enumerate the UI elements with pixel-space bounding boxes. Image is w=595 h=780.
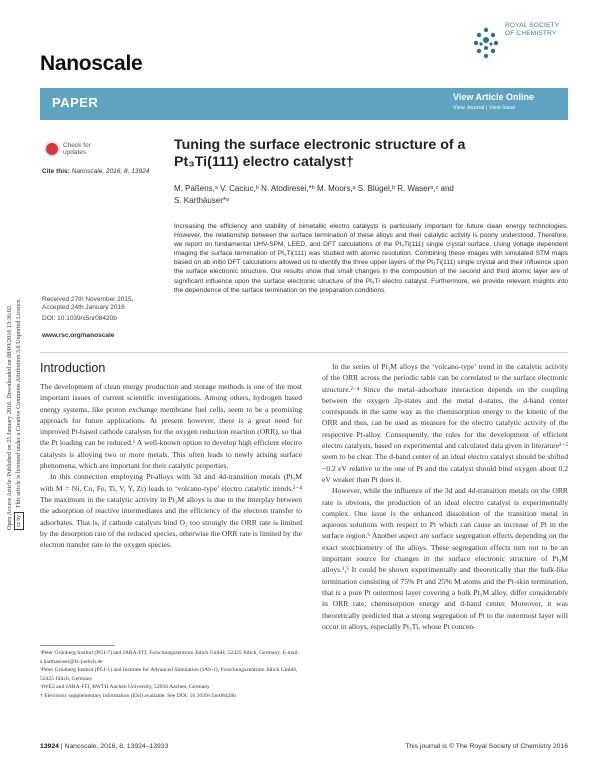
author-list: M. Paßens,ᵃ V. Caciuc,ᵇ N. Atodiresei,*ᵇ M. Moors,ᵃ S. Blügel,ᵇ R. Waserᵃ,ᶜ and S. Karthäuser*ᵃ [174, 184, 454, 205]
article-title: Tuning the surface electronic structure of a Pt₃Ti(111) electro catalyst† [174, 137, 466, 170]
article-history [42, 296, 133, 324]
footnote-rule [40, 645, 115, 646]
footnote-affiliation-b: ᵇPeter Grünberg Institut (PGI-1) and Institute for Advanced Simulation (IAS-1), Forschungszentrum Jülich GmbH, 52425 Jülich, Germany [40, 667, 298, 682]
paragraph: However, while the influence of the 3d and 4d-transition metals on the ORR rate is obvious, the production of an ideal electro catalyst is experimentally complex. One issue is the enhanced dissolution of the transition metal in aqueous solutions with respect to Pt which can cause an increase of Pt in the surface region.⁶ Another aspect are surface segregation effects depending on the exact stoichiometry of the alloys. These segregation effects turn out to be an important source for changes in the surface electronic structure of Pt₃M alloys.³,⁵ It could be shown experimentally and theoretically that the bulk-like termination consisting of 75% Pt and 25% M atoms and the Pt-skin termination, that is a pure Pt outermost layer covering a bulk Pt₃M alloy, differ considerably in ORR rate, chemisorption energy and d-band center. Moreover, it was theoretically predicted that a strong segregation of Pt to the outermost layer will occur in alloys, especially Pt₃Ti, whose Pt concen- [322, 486, 568, 631]
cc-badge-icon[interactable]: cc by [14, 512, 24, 530]
body-column-right [322, 361, 568, 632]
license-sidebar [6, 120, 24, 530]
footnotes [40, 649, 302, 700]
section-divider [40, 352, 568, 353]
cite-value: Nanoscale, 2016, 8, 13924 [71, 168, 150, 175]
section-heading: Introduction [40, 361, 106, 375]
crossmark-icon[interactable] [44, 141, 60, 157]
abstract: Increasing the efficiency and stability of bimetallic electro catalysts is particularly important for future clean energy technologies. However, the relationship between the surface termination of these alloys and their catalytic activity is poorly understood. Therefore, we report on fundamental UHV-SPM, LEED, and DFT calculations of the Pt₃Ti(111) single crystal surface. Using voltage dependent imaging the surface termination of Pt₃Ti(111) was studied with atomic resolution. Combining these images with simulated STM maps based on ab initio DFT calculations allowed us to identify the three upper layers of the Pt₃Ti(111) single crystal and their influence upon the surface electronic structure. Our results show that small changes in the composition of the second and third atomic layer are of significant influence upon the surface electronic structure of the Pt₃Ti electro catalyst. Furthermore, we provide relevant insights into the dependence of the surface termination on the preparation conditions. [174, 223, 568, 294]
journal-reference: Nanoscale, 2016, 8, 13924–13933 [64, 743, 169, 750]
footnote-affiliation-c: ᶜIWE2 and JARA-FIT, RWTH Aachen University, 52056 Aachen, Germany [40, 684, 210, 690]
footnote-affiliation-a: ᵃPeter Grünberg Institut (PGI-7) and JARA-FIT, Forschungszentrum Jülich GmbH, 52425 Jülich, Germany. E-mail: s.karthaeuser@fz-juelich.de [40, 650, 300, 665]
license-line-2[interactable]: This article is licensed under a Creative Commons Attribution 3.0 Unported Licence. [15, 297, 22, 509]
journal-name: Nanoscale [40, 52, 143, 75]
doi[interactable]: DOI: 10.1039/c5nr08420b [42, 315, 117, 323]
accepted-date: Accepted 24th January 2016 [42, 304, 125, 312]
page-footer-right: This journal is © The Royal Society of Chemistry 2016 [405, 743, 568, 750]
page-footer-left: 13924 | Nanoscale, 2016, 8, 13924–13933 [40, 743, 169, 750]
view-article-online-link[interactable]: View Article Online [453, 92, 535, 102]
view-journal-issue-link[interactable]: View Journal | View Issue [453, 105, 516, 111]
crossmark-label[interactable]: Check for updates [63, 142, 91, 156]
rsc-logo-text: ROYAL SOCIETY OF CHEMISTRY [505, 22, 560, 37]
received-date: Received 27th November 2015, [42, 296, 134, 303]
cite-label: Cite this: [42, 168, 70, 175]
footnote-esi: † Electronic supplementary information (ESI) available. See DOI: 10.1039/c5nr08420b [40, 692, 237, 699]
body-column-left [40, 381, 302, 550]
article-type-label: PAPER [52, 95, 99, 110]
page-number: 13924 [40, 743, 59, 750]
paragraph: The development of clean energy production and storage methods is one of the most important issues of current scientific investigations. Among others, hydrogen based energy systems, like proton exchange membrane fuel cells, seem to be a promising approach for future applications. At present however, there is a great need for improved Pt-based cathode catalysts for the oxygen reduction reaction (ORR), so that the Pt loading can be reduced.¹ A well-known option to develop high efficient electro catalysts is alloying two or more metals. This often leads to newly arising surface phenomena, which are important for their catalytic properties. [40, 382, 302, 471]
license-line-1: Open Access Article. Published on 25 January 2016. Downloaded on 08/09/2016 13:36:02. [6, 304, 13, 530]
citation [42, 168, 149, 175]
paragraph: In the series of Pt₃M alloys the ‘volcano-type’ trend in the catalytic activity of the ORR across the periodic table can be correlated to the surface electronic structure.²⁻⁴ Since the metal–adsorbate interaction depends on the coupling between the oxygen 2p-states and the metal d-states, the d-band center corresponds in the same way as the chemisorption energy to the kinetic of the ORR and thus, can be used as measure for the electro catalytic activity of the respective Pt-alloy. Consequently, the rules for the development of efficient electro catalysts, based on experimental and calculated data given in literature²⁻⁵ seem to be clear. The d-band center of an ideal electro catalyst should be shifted −0.2 eV relative to the one of Pt and the catalyst should bind oxygen about 0.2 eV weaker than Pt does it. [322, 362, 568, 484]
paragraph: In this connection employing Pt-alloys with 3d and 4d-transition metals (Pt₃M with M = Ni, Co, Fe, Ti, V, Y, Zr) leads to ‘volcano-type’ electro catalytic trends.²⁻⁴ The maximum in the catalytic activity in Pt₃M alloys is due to the interplay between the adsorption of reactive intermediates and the efficiency of the electron transfer to adsorbates. That is, if cathode catalysts bind O₂ too strongly the ORR rate is limited by the desorption rate of the reduced species, otherwise the ORR rate is limited by the electron transfer rate to the oxygen species. [40, 472, 302, 550]
journal-url[interactable]: www.rsc.org/nanoscale [42, 332, 115, 339]
